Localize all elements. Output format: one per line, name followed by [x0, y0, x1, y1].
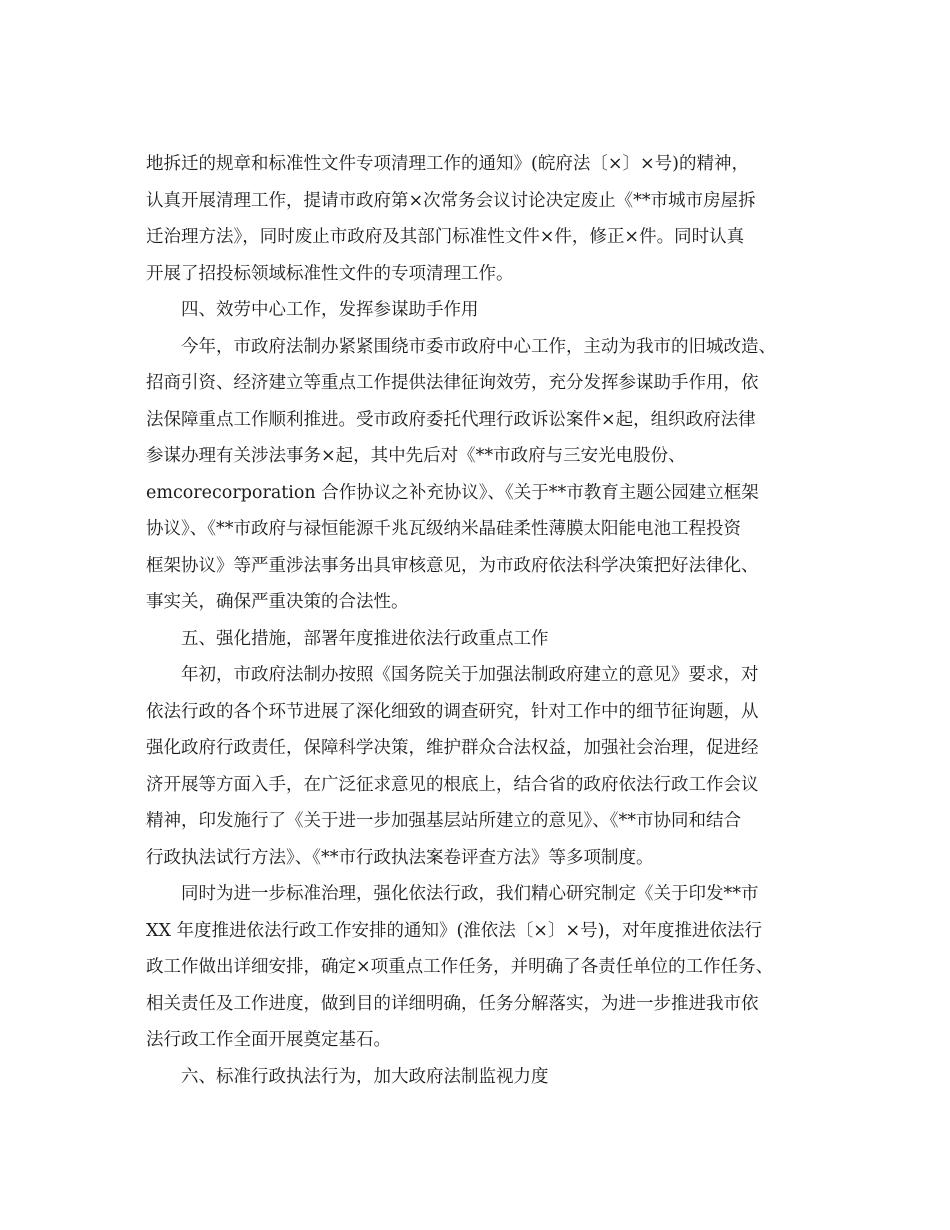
- text-line: 行政执法试行方法》、《**市行政执法案卷评查方法》等多项制度。: [146, 847, 654, 868]
- text-line: XX 年度推进依法行政工作安排的通知》(淮依法〔×〕×号)，对年度推进依法行: [146, 920, 762, 941]
- text-line: 认真开展清理工作，提请市政府第×次常务会议讨论决定废止《**市城市房屋拆: [146, 190, 756, 211]
- text-line: 四、效劳中心工作，发挥参谋助手作用: [181, 300, 479, 320]
- text-line: 框架协议》等严重涉法事务出具审核意见，为市政府依法科学决策把好法律化、: [146, 555, 759, 576]
- text-line: 政工作做出详细安排，确定×项重点工作任务，并明确了各责任单位的工作任务、: [146, 957, 774, 977]
- text-line: 济开展等方面入手，在广泛征求意见的根底上，结合省的政府依法行政工作会议: [146, 774, 759, 795]
- text-line: 招商引资、经济建立等重点工作提供法律征询效劳，充分发挥参谋助手作用，依: [146, 373, 759, 393]
- text-line: 五、强化措施，部署年度推进依法行政重点工作: [181, 628, 549, 649]
- text-line: 相关责任及工作进度，做到目的详细明确，任务分解落实，为进一步推进我市依: [146, 993, 759, 1014]
- text-line: 协议》、《**市政府与禄恒能源千兆瓦级纳米晶硅柔性薄膜太阳能电池工程投资: [146, 519, 741, 539]
- text-line: 今年，市政府法制办紧紧围绕市委市政府中心工作，主动为我市的旧城改造、: [181, 336, 776, 357]
- text-line: 六、标准行政执法行为，加大政府法制监视力度: [181, 1066, 549, 1087]
- text-line: 事实关，确保严重决策的合法性。: [146, 592, 409, 612]
- text-line: 迁治理方法》，同时废止市政府及其部门标准性文件×件，修正×件。同时认真: [146, 227, 745, 247]
- document-body: [146, 146, 816, 1095]
- text-line: 强化政府行政责任，保障科学决策，维护群众合法权益，加强社会治理，促进经: [146, 738, 759, 758]
- text-line: 精神，印发施行了《关于进一步加强基层站所建立的意见》、《**市协同和结合: [146, 811, 741, 831]
- text-line: 参谋办理有关涉法事务×起，其中先后对《**市政府与三安光电股份、: [146, 446, 686, 466]
- text-line: 开展了招投标领域标准性文件的专项清理工作。: [146, 263, 514, 284]
- text-line: 年初，市政府法制办按照《国务院关于加强法制政府建立的意见》要求，对: [181, 665, 759, 685]
- text-line: 法保障重点工作顺利推进。受市政府委托代理行政诉讼案件×起，组织政府法律: [146, 409, 756, 430]
- text-line: 法行政工作全面开展奠定基石。: [146, 1030, 391, 1050]
- text-line: 依法行政的各个环节进展了深化细致的调查研究，针对工作中的细节征询题，从: [146, 701, 759, 722]
- text-line: 地拆迁的规章和标准性文件专项清理工作的通知》(皖府法〔×〕×号)的精神，: [146, 154, 749, 174]
- text-line: emcorecorporation 合作协议之补充协议》、《关于**市教育主题公园建立框架: [146, 482, 759, 503]
- text-line: 同时为进一步标准治理，强化依法行政，我们精心研究制定《关于印发**市: [181, 884, 759, 904]
